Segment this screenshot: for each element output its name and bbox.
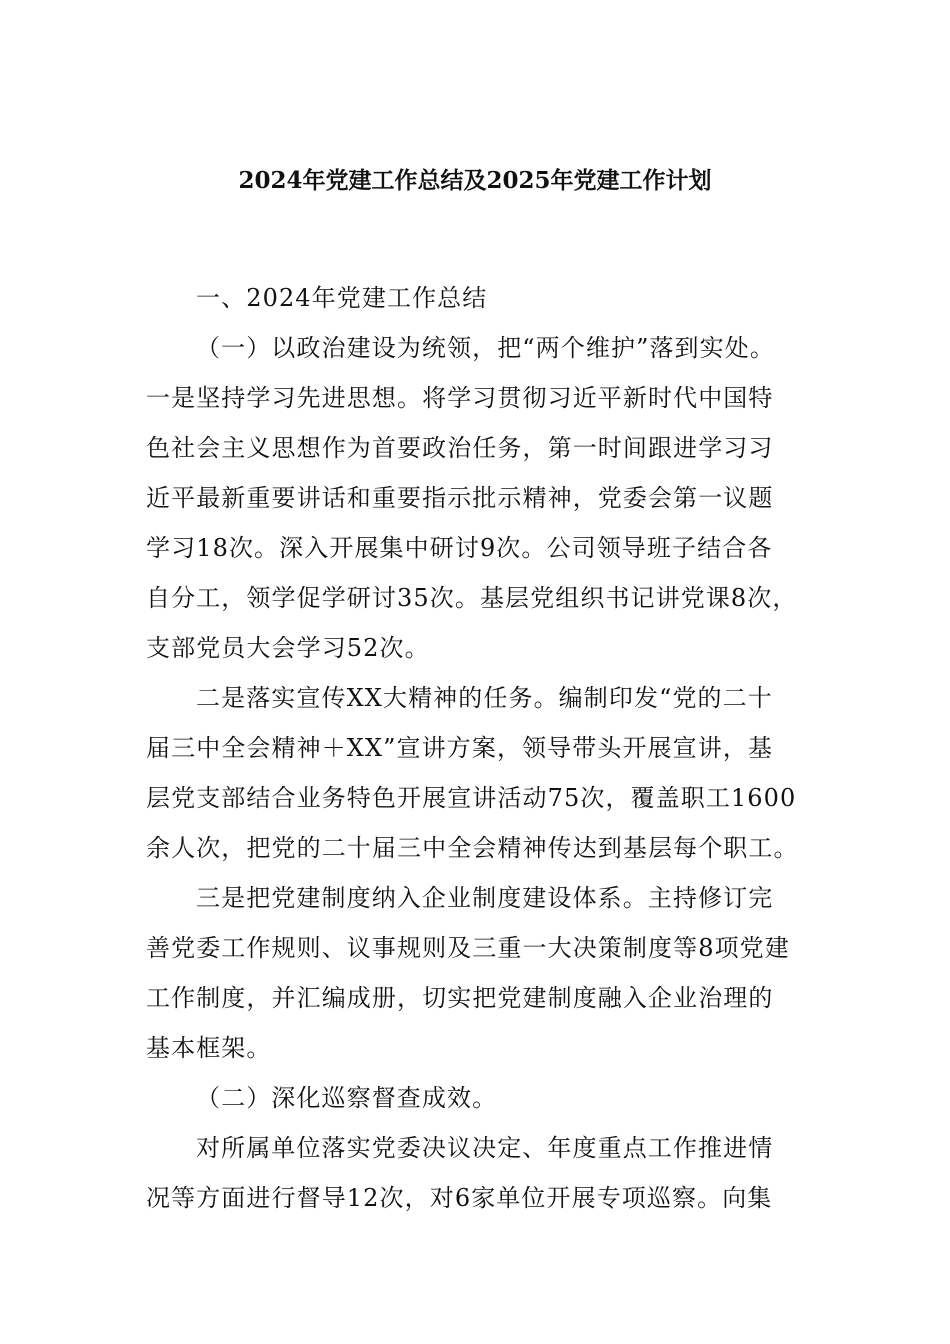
paragraph-line: 余人次，把党的二十届三中全会精神传达到基层每个职工。 — [146, 834, 799, 862]
document-title: 2024年党建工作总结及2025年党建工作计划 — [238, 167, 712, 194]
subsection-heading-1: （一）以政治建设为统领，把“两个维护”落到实处。 — [196, 334, 775, 362]
paragraph-line: 学习18次。深入开展集中研讨9次。公司领导班子结合各 — [146, 534, 773, 562]
paragraph-line: 善党委工作规则、议事规则及三重一大决策制度等8项党建 — [146, 934, 790, 962]
paragraph-line: 届三中全会精神＋XX”宣讲方案，领导带头开展宣讲，基 — [146, 734, 774, 762]
paragraph-line: 支部党员大会学习52次。 — [146, 634, 430, 662]
paragraph-line: 三是把党建制度纳入企业制度建设体系。主持修订完 — [196, 884, 774, 912]
paragraph-line: 对所属单位落实党委决议决定、年度重点工作推进情 — [196, 1134, 774, 1162]
paragraph-line: 近平最新重要讲话和重要指示批示精神，党委会第一议题 — [146, 484, 774, 512]
paragraph-line: 色社会主义思想作为首要政治任务，第一时间跟进学习习 — [146, 434, 774, 462]
paragraph-line: 基本框架。 — [146, 1034, 272, 1062]
paragraph-line: 工作制度，并汇编成册，切实把党建制度融入企业治理的 — [146, 984, 774, 1012]
paragraph-line: 二是落实宣传XX大精神的任务。编制印发“党的二十 — [196, 684, 773, 712]
paragraph-line: 自分工，领学促学研讨35次。基层党组织书记讲党课8次， — [146, 584, 798, 612]
subsection-heading-2: （二）深化巡察督查成效。 — [196, 1084, 498, 1112]
paragraph-line: 层党支部结合业务特色开展宣讲活动75次，覆盖职工1600 — [146, 784, 797, 812]
paragraph-line: 况等方面进行督导12次，对6家单位开展专项巡察。向集 — [146, 1184, 773, 1212]
section-heading-1: 一、2024年党建工作总结 — [196, 284, 488, 312]
paragraph-line: 一是坚持学习先进思想。将学习贯彻习近平新时代中国特 — [146, 384, 774, 412]
